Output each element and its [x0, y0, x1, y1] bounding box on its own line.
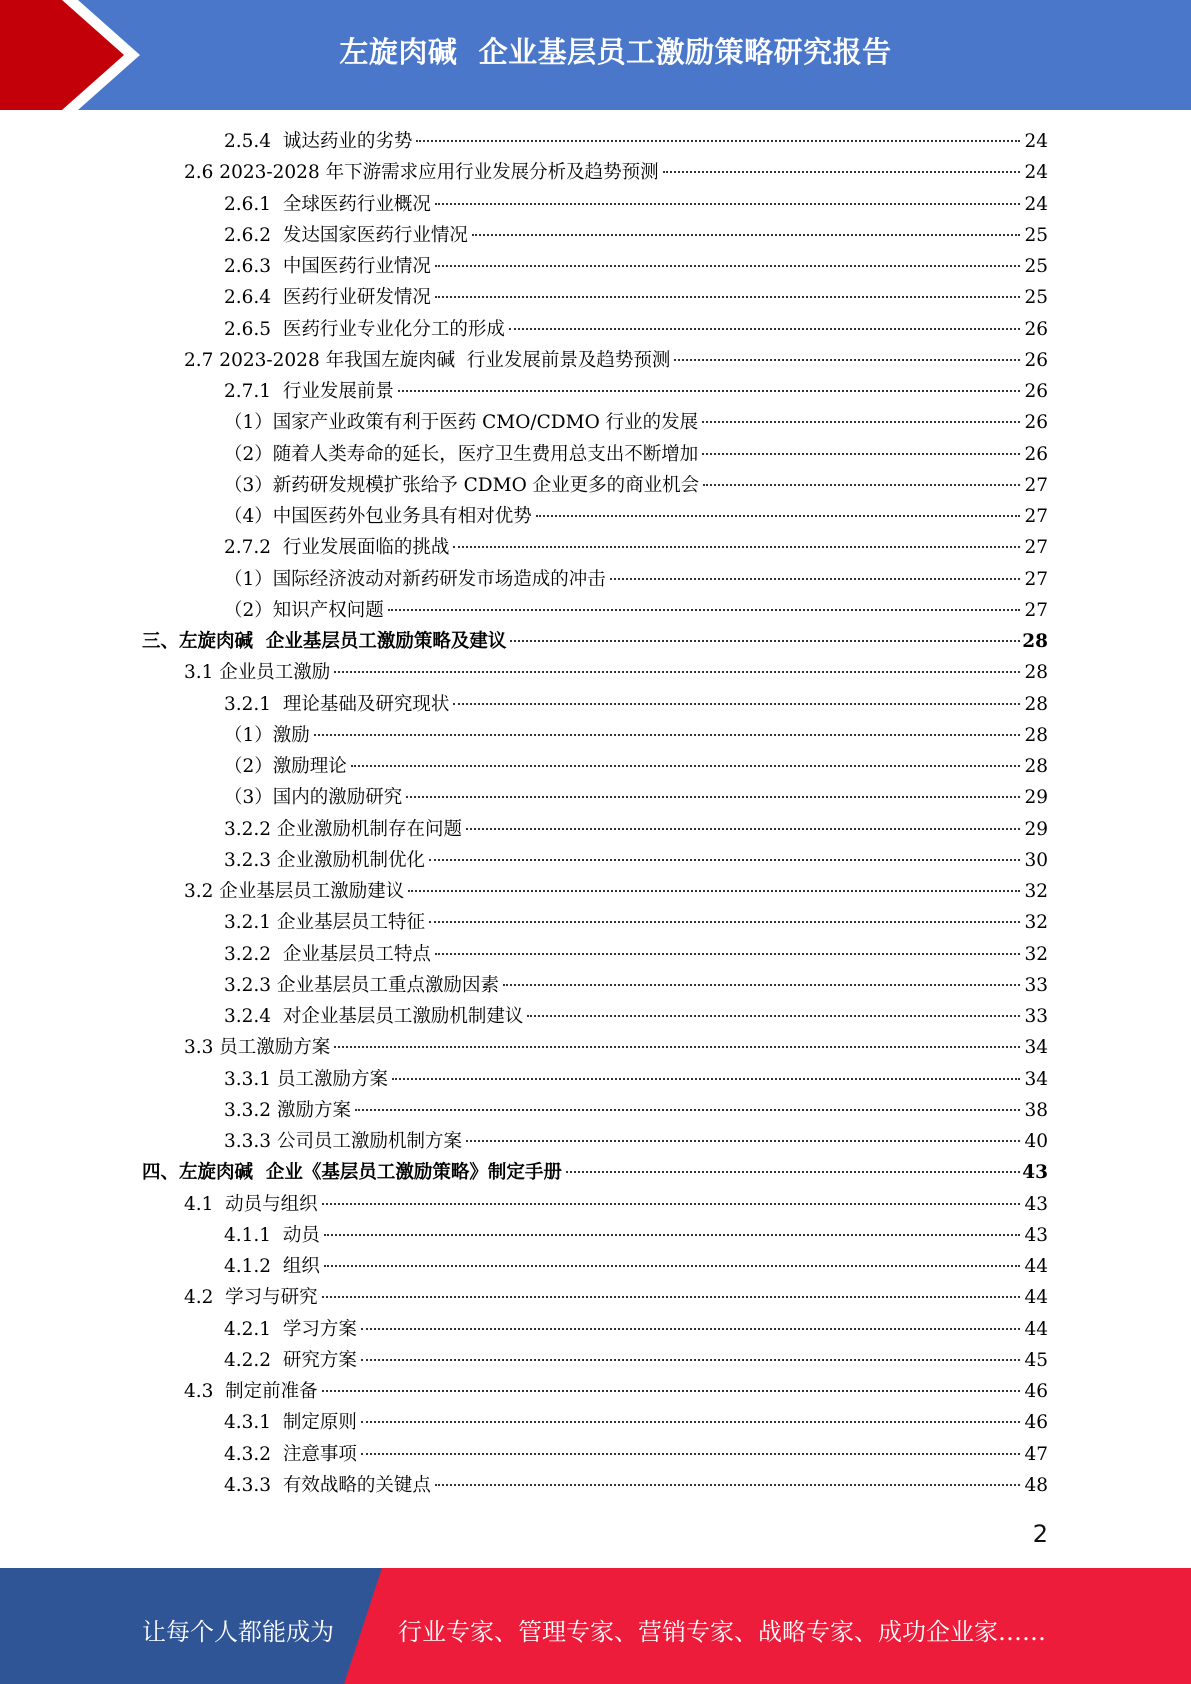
toc-entry-page: 24: [1024, 162, 1048, 184]
toc-entry[interactable]: [224, 408, 1048, 438]
toc-entry[interactable]: [184, 1377, 1048, 1407]
toc-entry-label: 3.3 员工激励方案: [184, 1037, 331, 1059]
toc-entry-page: 25: [1024, 224, 1048, 246]
toc-entry[interactable]: [224, 1221, 1048, 1251]
toc-entry-label: 3.2.1 理论基础及研究现状: [224, 693, 450, 715]
toc-entry-page: 27: [1024, 474, 1048, 496]
toc-entry-page: 48: [1024, 1474, 1048, 1496]
dot-leader: [361, 1328, 1020, 1330]
dot-leader: [509, 328, 1020, 330]
toc-entry-label: 4.1.1 动员: [224, 1224, 320, 1246]
toc-entry-page: 32: [1024, 912, 1048, 934]
toc-entry[interactable]: [224, 1252, 1048, 1282]
toc-entry-page: 44: [1024, 1318, 1048, 1340]
toc-entry[interactable]: [184, 658, 1048, 688]
toc-entry-label: 3.2.2 企业激励机制存在问题: [224, 818, 462, 840]
toc-entry[interactable]: [224, 1471, 1048, 1501]
toc-entry-page: 45: [1024, 1349, 1048, 1371]
toc-entry-page: 27: [1024, 506, 1048, 527]
toc-entry-page: 26: [1024, 412, 1048, 434]
dot-leader: [435, 265, 1020, 267]
dot-leader: [503, 984, 1020, 986]
toc-entry-label: （4）中国医药外包业务具有相对优势: [224, 506, 532, 527]
toc-entry-page: 32: [1024, 943, 1048, 965]
dot-leader: [392, 1078, 1020, 1080]
dot-leader: [361, 1359, 1020, 1361]
toc-entry-label: 2.6.1 全球医药行业概况: [224, 193, 431, 215]
toc-entry-label: （2）激励理论: [224, 756, 347, 777]
toc-entry[interactable]: [224, 315, 1048, 345]
dot-leader: [406, 796, 1020, 798]
toc-entry-label: 4.2.1 学习方案: [224, 1318, 357, 1340]
toc-entry[interactable]: [224, 721, 1048, 751]
toc-entry-page: 34: [1024, 1068, 1048, 1090]
toc-entry[interactable]: [224, 283, 1048, 313]
toc-entry-page: 33: [1024, 974, 1048, 996]
toc-entry-label: 4.1 动员与组织: [184, 1193, 318, 1215]
toc-entry-label: 3.2.3 企业基层员工重点激励因素: [224, 974, 499, 996]
toc-entry-label: （1）国际经济波动对新药研发市场造成的冲击: [224, 568, 606, 590]
dot-leader: [429, 859, 1020, 861]
dot-leader: [527, 1015, 1020, 1017]
toc-entry[interactable]: [224, 1096, 1048, 1126]
dot-leader: [663, 171, 1020, 173]
dot-leader: [388, 609, 1020, 611]
toc-entry-page: 43: [1024, 1224, 1048, 1246]
toc-entry-page: 27: [1024, 568, 1048, 590]
dot-leader: [703, 484, 1020, 486]
toc-entry[interactable]: [224, 1002, 1048, 1032]
toc-entry-label: （1）激励: [224, 724, 310, 746]
toc-entry[interactable]: [224, 1440, 1048, 1470]
toc-entry-page: 44: [1024, 1287, 1048, 1309]
toc-entry-label: （2）知识产权问题: [224, 599, 384, 621]
toc-entry-label: 3.2 企业基层员工激励建议: [184, 881, 405, 902]
toc-entry-page: 26: [1024, 443, 1048, 465]
toc-entry-label: 4.3.1 制定原则: [224, 1412, 357, 1434]
toc-entry-page: 33: [1024, 1006, 1048, 1027]
toc-entry-label: 4.3 制定前准备: [184, 1381, 318, 1402]
toc-entry-page: 29: [1024, 818, 1048, 840]
toc-entry-label: （3）国内的激励研究: [224, 787, 403, 809]
toc-entry-page: 44: [1024, 1256, 1048, 1277]
toc-entry-label: 4.3.3 有效战略的关键点: [224, 1474, 431, 1496]
toc-entry-label: 2.7 2023-2028 年我国左旋肉碱 行业发展前景及趋势预测: [184, 349, 671, 371]
toc-entry[interactable]: [224, 252, 1048, 282]
toc-entry[interactable]: [224, 1127, 1048, 1157]
dot-leader: [361, 1421, 1020, 1423]
toc-entry-page: 46: [1024, 1412, 1048, 1434]
toc-entry[interactable]: [224, 502, 1048, 532]
toc-entry[interactable]: [224, 596, 1048, 626]
page-number: 2: [1032, 1520, 1048, 1548]
toc-entry[interactable]: [224, 471, 1048, 501]
dot-leader: [466, 828, 1020, 830]
toc-entry-page: 43: [1024, 1193, 1048, 1215]
dot-leader: [322, 1390, 1020, 1392]
toc-entry-label: 2.7.2 行业发展面临的挑战: [224, 537, 450, 559]
toc-entry-page: 25: [1024, 287, 1048, 309]
toc-entry-page: 26: [1024, 349, 1048, 371]
toc-entry-label: 3.2.3 企业激励机制优化: [224, 849, 425, 871]
toc-entry-page: 26: [1024, 318, 1048, 340]
toc-entry[interactable]: [224, 190, 1048, 220]
toc-entry-label: 2.5.4 诚达药业的劣势: [224, 131, 413, 152]
dot-leader: [453, 703, 1020, 705]
dot-leader: [435, 1484, 1020, 1486]
toc-entry-page: 38: [1024, 1099, 1048, 1121]
toc-entry-label: 2.6.5 医药行业专业化分工的形成: [224, 318, 505, 340]
toc-entry[interactable]: [224, 815, 1048, 845]
toc-entry[interactable]: [224, 752, 1048, 782]
toc-entry-label: 2.6 2023-2028 年下游需求应用行业发展分析及趋势预测: [184, 162, 659, 184]
dot-leader: [453, 546, 1020, 548]
toc-entry-page: 28: [1024, 724, 1048, 746]
toc-entry-label: 3.3.1 员工激励方案: [224, 1068, 388, 1090]
toc-entry-page: 24: [1024, 193, 1048, 215]
toc-entry[interactable]: [224, 1315, 1048, 1345]
toc-entry[interactable]: [224, 1065, 1048, 1095]
toc-entry-label: 2.6.4 医药行业研发情况: [224, 287, 431, 309]
toc-entry-label: 4.2 学习与研究: [184, 1287, 318, 1309]
toc-entry-page: 28: [1024, 693, 1048, 715]
toc-entry-page: 28: [1024, 756, 1048, 777]
toc-entry[interactable]: [224, 533, 1048, 563]
toc-entry-label: 3.2.4 对企业基层员工激励机制建议: [224, 1006, 524, 1027]
toc-entry-page: 24: [1024, 131, 1048, 152]
toc-entry[interactable]: [224, 908, 1048, 938]
page-header: [0, 0, 1191, 110]
toc-entry[interactable]: [184, 1190, 1048, 1220]
toc-entry[interactable]: [142, 627, 1048, 657]
toc-entry[interactable]: [224, 377, 1048, 407]
dot-leader: [674, 359, 1020, 361]
toc-entry-page: 28: [1022, 631, 1048, 652]
toc-entry-page: 30: [1024, 849, 1048, 871]
dot-leader: [324, 1234, 1020, 1236]
toc-entry[interactable]: [184, 346, 1048, 376]
document-title: 左旋肉碱 企业基层员工激励策略研究报告: [339, 35, 892, 69]
toc-entry[interactable]: [224, 565, 1048, 595]
dot-leader: [408, 890, 1020, 892]
toc-entry-page: 27: [1024, 537, 1048, 559]
toc-entry[interactable]: [184, 1033, 1048, 1063]
footer-slogan-right: 行业专家、管理专家、营销专家、战略专家、成功企业家……: [398, 1618, 1046, 1646]
toc-entry-page: 32: [1024, 881, 1048, 902]
footer-slogan-left: 让每个人都能成为: [142, 1618, 334, 1646]
dot-leader: [398, 390, 1020, 392]
toc-entry-label: 2.6.3 中国医药行业情况: [224, 256, 431, 277]
toc-entry[interactable]: [142, 1158, 1048, 1188]
toc-entry[interactable]: [224, 127, 1048, 157]
dot-leader: [355, 1109, 1020, 1111]
toc-entry[interactable]: [184, 158, 1048, 188]
dot-leader: [429, 921, 1020, 923]
dot-leader: [334, 671, 1020, 673]
toc-entry-page: 25: [1024, 256, 1048, 277]
toc-entry-label: 2.7.1 行业发展前景: [224, 381, 394, 402]
toc-entry[interactable]: [224, 690, 1048, 720]
dot-leader: [435, 953, 1020, 955]
toc-entry-label: 3.1 企业员工激励: [184, 662, 331, 684]
dot-leader: [334, 1046, 1020, 1048]
toc-entry-page: 29: [1024, 787, 1048, 809]
toc-entry[interactable]: [224, 1408, 1048, 1438]
toc-entry-label: （1）国家产业政策有利于医药 CMO/CDMO 行业的发展: [224, 412, 699, 434]
dot-leader: [466, 1140, 1020, 1142]
toc-entry-label: 三、左旋肉碱 企业基层员工激励策略及建议: [142, 631, 507, 652]
toc-entry-page: 43: [1022, 1162, 1048, 1184]
toc-entry-label: 2.6.2 发达国家医药行业情况: [224, 224, 468, 246]
dot-leader: [536, 515, 1020, 517]
toc-entry-page: 34: [1024, 1037, 1048, 1059]
toc-entry-label: 四、左旋肉碱 企业《基层员工激励策略》制定手册: [142, 1162, 562, 1184]
dot-leader: [351, 765, 1020, 767]
toc-entry[interactable]: [224, 940, 1048, 970]
toc-entry-label: （3）新药研发规模扩张给予 CDMO 企业更多的商业机会: [224, 474, 700, 496]
dot-leader: [314, 734, 1020, 736]
dot-leader: [322, 1203, 1020, 1205]
toc-entry-label: 3.2.2 企业基层员工特点: [224, 943, 431, 965]
dot-leader: [610, 578, 1020, 580]
toc-entry-label: 3.3.3 公司员工激励机制方案: [224, 1131, 462, 1152]
dot-leader: [435, 296, 1020, 298]
toc-entry[interactable]: [224, 783, 1048, 813]
dot-leader: [702, 453, 1020, 455]
toc-entry-page: 28: [1024, 662, 1048, 684]
dot-leader: [322, 1296, 1020, 1298]
toc-entry[interactable]: [224, 440, 1048, 470]
dot-leader: [361, 1453, 1020, 1455]
dot-leader: [435, 203, 1020, 205]
toc-entry-label: （2）随着人类寿命的延长，医疗卫生费用总支出不断增加: [224, 443, 699, 465]
dot-leader: [472, 234, 1020, 236]
toc-entry[interactable]: [224, 1346, 1048, 1376]
toc-entry-page: 27: [1024, 599, 1048, 621]
toc-entry-label: 3.2.1 企业基层员工特征: [224, 912, 425, 934]
page-footer: [0, 1568, 1191, 1684]
toc-entry-page: 40: [1024, 1131, 1048, 1152]
toc-entry[interactable]: [224, 971, 1048, 1001]
toc-entry[interactable]: [184, 877, 1048, 907]
toc-entry-label: 4.1.2 组织: [224, 1256, 320, 1277]
toc-entry-page: 47: [1024, 1443, 1048, 1465]
toc-entry[interactable]: [224, 846, 1048, 876]
toc-entry[interactable]: [184, 1283, 1048, 1313]
toc-entry[interactable]: [224, 221, 1048, 251]
dot-leader: [702, 421, 1020, 423]
toc-entry-label: 4.2.2 研究方案: [224, 1349, 357, 1371]
dot-leader: [510, 640, 1020, 642]
dot-leader: [416, 140, 1020, 142]
toc-entry-page: 46: [1024, 1381, 1048, 1402]
toc-entry-label: 4.3.2 注意事项: [224, 1443, 357, 1465]
toc-entry-label: 3.3.2 激励方案: [224, 1099, 351, 1121]
dot-leader: [324, 1265, 1020, 1267]
toc-entry-page: 26: [1024, 381, 1048, 402]
dot-leader: [566, 1171, 1020, 1173]
